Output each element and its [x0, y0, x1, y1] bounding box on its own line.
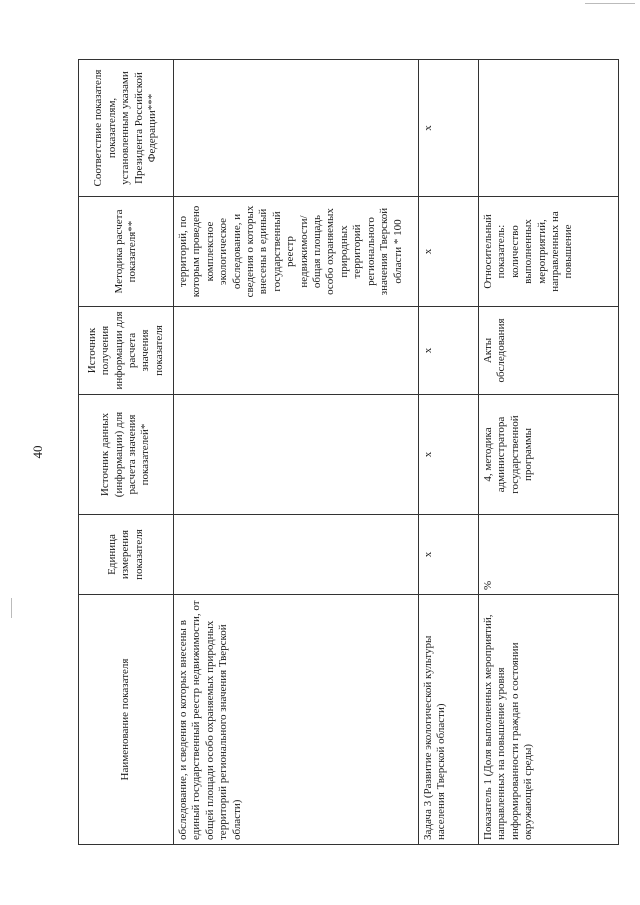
cell-data-source: 4, методика администратора государственной программы	[479, 395, 619, 515]
header-indicator-name: Наименование показателя	[79, 595, 174, 845]
table-row-task	[419, 60, 479, 845]
header-presidential-decree: Соответствие показателя показателям, установленным указами Президента Российской Федерации***	[79, 60, 174, 197]
cell-presidential-decree: х	[419, 60, 479, 197]
header-info-source: Источник получения информации для расчета значения показателя	[79, 307, 174, 395]
table-header-row	[79, 60, 174, 845]
cell-info-source: Акты обследования	[479, 307, 619, 395]
scan-edge-mark	[11, 598, 12, 618]
header-unit: Единица измерения показателя	[79, 515, 174, 595]
cell-data-source	[174, 395, 419, 515]
cell-method: Относительный показатель: количество выполненных мероприятий, направленных на повышение	[479, 197, 619, 307]
cell-unit	[174, 515, 419, 595]
cell-info-source	[174, 307, 419, 395]
cell-unit: %	[479, 515, 619, 595]
cell-data-source: х	[419, 395, 479, 515]
page-number: 40	[30, 445, 45, 459]
header-data-source: Источник данных (информации) для расчета значения показателей*	[79, 395, 174, 515]
rotated-table-container	[78, 60, 618, 845]
indicator-table	[78, 59, 619, 845]
cell-method: территорий, по которым проведено комплексное экологическое обследование, и сведения о которых внесены в единый государственный реестр недвижимости/ общая площадь особо охраняемых природных территорий регионального значения Тверской области * 100	[174, 197, 419, 307]
table-row	[479, 60, 619, 845]
cell-presidential-decree	[174, 60, 419, 197]
table-row	[174, 60, 419, 845]
cell-indicator-name: Показатель 1 (Доля выполненных мероприятий, направленных на повышение уровня информированности граждан о состоянии окружающей среды)	[479, 595, 619, 845]
cell-unit: х	[419, 515, 479, 595]
cell-presidential-decree	[479, 60, 619, 197]
cell-method: х	[419, 197, 479, 307]
cell-indicator-name: обследование, и сведения о которых внесены в единый государственный реестр недвижимости, от общей площади особо охраняемых природных территорий регионального значения Тверской области)	[174, 595, 419, 845]
cell-info-source: х	[419, 307, 479, 395]
cell-task-name: Задача 3 (Развитие экологической культуры населения Тверской области)	[419, 595, 479, 845]
header-method: Методика расчета показателя**	[79, 197, 174, 307]
scan-edge-mark	[585, 3, 635, 4]
